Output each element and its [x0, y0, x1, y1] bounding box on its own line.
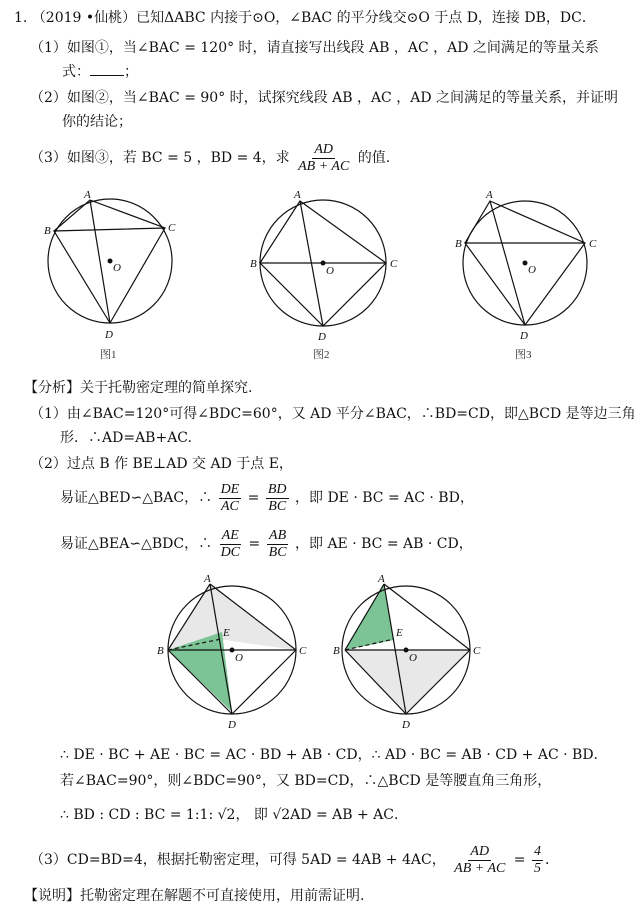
analysis-title: 【分析】关于托勒密定理的简单探究.	[24, 380, 253, 396]
fig1-label-b: B	[44, 225, 51, 237]
fig3-label-a: A	[486, 189, 493, 201]
left-label-c: C	[299, 645, 307, 657]
fig1-label-a: A	[84, 189, 91, 201]
right-label-o: O	[409, 652, 417, 664]
fig2-label-o: O	[326, 265, 334, 277]
fraction-ae-dc: $\frac{AE}{DC}$	[220, 527, 241, 560]
right-label-c: C	[473, 645, 481, 657]
fig2-label-b: B	[250, 258, 257, 270]
left-label-o: O	[235, 652, 243, 664]
left-label-e: E	[223, 627, 230, 639]
fig1-caption: 图1	[100, 349, 117, 361]
left-label-b: B	[157, 645, 164, 657]
right-label-e: E	[396, 627, 403, 639]
ratio-conclusion: ∴ BD : CD : BC = 1:1: √2， 即 √2AD = AB + AC．	[60, 807, 409, 823]
fraction-ab-bc: $\frac{AB}{BC}$	[268, 527, 287, 560]
fig1-label-c: C	[168, 222, 176, 234]
left-label-a: A	[204, 573, 211, 585]
fig3-caption: 图3	[515, 349, 532, 361]
fig2-label-a: A	[294, 189, 301, 201]
question-1-cont: 式： ；	[62, 64, 138, 80]
fraction-de-ac: $\frac{DE}{AC}$	[220, 481, 240, 514]
right-label-d: D	[402, 719, 410, 731]
analysis-part-3: （3）CD=BD=4，根据托勒密定理，可得 5AD = 4AB + 4AC， $\frac{AD}{AB + AC}$ = $\frac{4}{5}$ ．	[30, 843, 559, 876]
figures-row	[0, 188, 640, 368]
right-angle-case: 若∠BAC=90°，则∠BDC=90°，又 BD=CD，∴△BCD 是等腰直角三角形，	[60, 773, 552, 789]
analysis-figures	[0, 572, 640, 737]
ptolemy-derivation: ∴ DE · BC + AE · BC = AC · BD + AB · CD，∴ AD · BC = AB · CD + AC · BD．	[60, 747, 608, 763]
fraction-result: $\frac{4}{5}$	[534, 843, 541, 876]
analysis-part-2: （2）过点 B 作 BE⊥AD 交 AD 于点 E，	[30, 456, 293, 472]
fraction-bd-bc: $\frac{BD}{BC}$	[267, 481, 287, 514]
question-2: （2）如图②，当∠BAC = 90° 时，试探究线段 AB ，AC ，AD 之间满足的等量关系，并证明	[30, 90, 618, 106]
question-1: （1）如图①，当∠BAC = 120° 时，请直接写出线段 AB ，AC ，AD 之间满足的等量关系	[30, 40, 599, 56]
fig2-label-d: D	[318, 331, 326, 343]
fraction-ad-over-ab-ac: $\frac{AD}{AB + AC}$	[298, 141, 350, 174]
fig1-label-o: O	[113, 262, 121, 274]
note: 【说明】托勒密定理在解题不可直接使用，用前需证明.	[24, 888, 365, 904]
fig3-label-o: O	[528, 264, 536, 276]
fig3-label-c: C	[589, 238, 597, 250]
question-3: （3）如图③，若 BC = 5 ，BD = 4，求 $\frac{AD}{AB + AC}$ 的值.	[30, 141, 391, 174]
similarity-2: 易证△BEA∽△BDC，∴ $\frac{AE}{DC}$ = $\frac{AB}{BC}$ ，即 AE · BC = AB · CD，	[60, 527, 473, 560]
fig2-caption: 图2	[313, 349, 330, 361]
similarity-1: 易证△BED∽△BAC，∴ $\frac{DE}{AC}$ = $\frac{BD}{BC}$ ，即 DE · BC = AC · BD，	[60, 481, 474, 514]
fig2-label-c: C	[390, 258, 398, 270]
problem-stem: 1. （2019 •仙桃）已知ΔABC 内接于⊙O，∠BAC 的平分线交⊙O 于点 D，连接 DB，DC．	[14, 10, 596, 26]
right-label-a: A	[378, 573, 385, 585]
analysis-part-1-cont: 形．∴AD=AB+AC.	[60, 430, 192, 446]
analysis-part-1: （1）由∠BAC=120°可得∠BDC=60°，又 AD 平分∠BAC，∴BD=CD，即△BCD 是等边三角	[30, 406, 636, 422]
right-gray-region	[345, 650, 470, 714]
fraction-ad-over-sum: $\frac{AD}{AB + AC}$	[454, 843, 506, 876]
fig3-label-b: B	[455, 238, 462, 250]
question-2-cont: 你的结论；	[62, 114, 132, 130]
right-label-b: B	[333, 645, 340, 657]
fig1-label-d: D	[105, 329, 113, 341]
answer-blank	[90, 63, 124, 76]
fig3-label-d: D	[520, 330, 528, 342]
left-label-d: D	[228, 719, 236, 731]
